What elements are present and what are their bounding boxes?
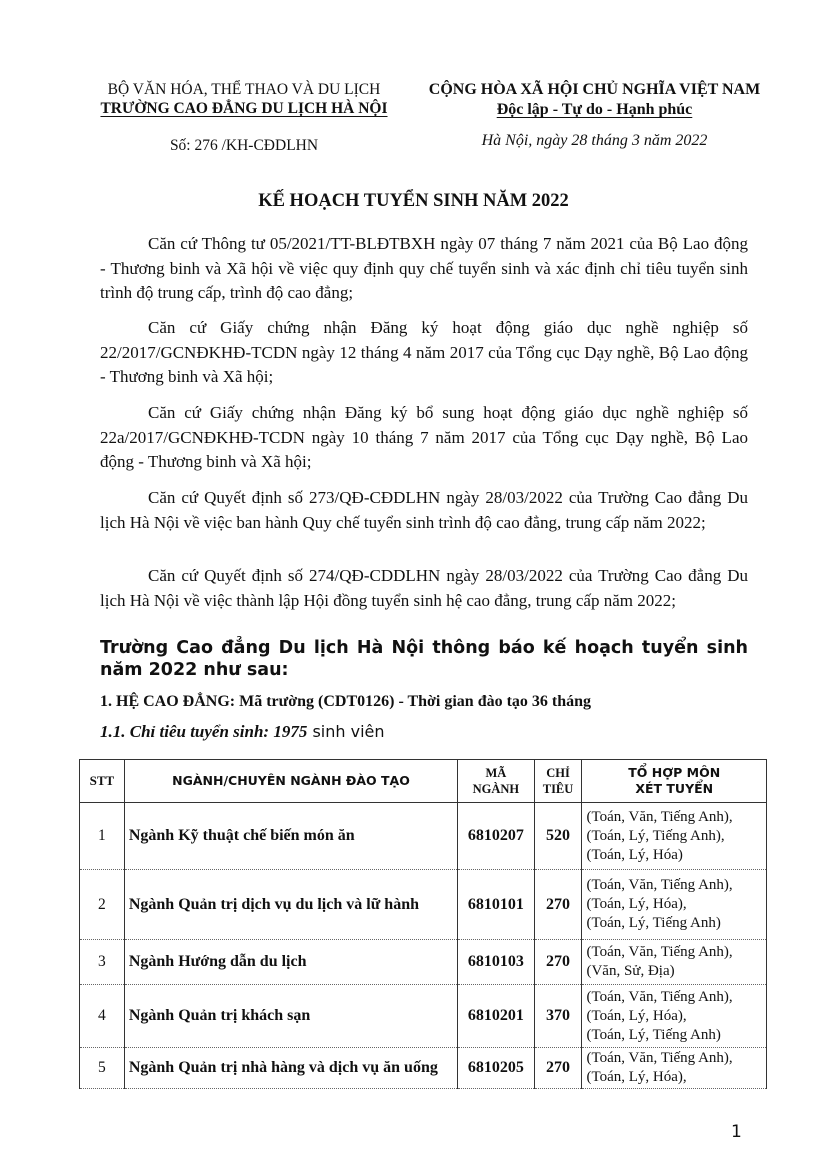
nation-name: CỘNG HÒA XÃ HỘI CHỦ NGHĨA VIỆT NAM	[428, 81, 761, 98]
table-row	[80, 985, 767, 1048]
combo-item: (Toán, Văn, Tiếng Anh),	[586, 808, 733, 825]
combo-item: (Toán, Văn, Tiếng Anh),	[586, 877, 733, 893]
combo-item: (Toán, Lý, Hóa),	[586, 896, 687, 912]
majors-table	[79, 759, 767, 1089]
table-row	[80, 870, 767, 940]
table-row	[80, 803, 767, 870]
row-major-name: Ngành Kỹ thuật chế biến món ăn	[124, 803, 457, 870]
combo-item: (Văn, Sử, Địa)	[586, 963, 675, 979]
paragraph-text: Căn cứ Giấy chứng nhận Đăng ký hoạt động giáo dục nghề nghiệp số 22/2017/GCNĐKHĐ-TCDN ngày 12 tháng 4 năm 2017 của Tổng cục Dạy nghề, Bộ Lao động - Thương binh và Xã hội;	[100, 318, 748, 386]
header-major: NGÀNH/CHUYÊN NGÀNH ĐÀO TẠO	[124, 760, 457, 803]
header-code-line1: MÃ	[485, 766, 507, 780]
combo-item: (Toán, Lý, Tiếng Anh)	[586, 915, 721, 931]
row-major-code: 6810201	[458, 985, 534, 1048]
row-quota: 270	[534, 1048, 582, 1089]
combo-item: (Toán, Văn, Tiếng Anh),	[586, 1050, 733, 1066]
row-major-name: Ngành Quản trị khách sạn	[124, 985, 457, 1048]
row-combos	[582, 985, 767, 1048]
row-combos	[582, 1048, 767, 1089]
row-major-name: Ngành Quản trị nhà hàng và dịch vụ ăn uống	[124, 1048, 457, 1089]
header-quota	[534, 760, 582, 803]
row-combos	[582, 870, 767, 940]
legal-basis-5	[100, 564, 748, 613]
row-combos	[582, 940, 767, 985]
paragraph-text: Căn cứ Quyết định số 273/QĐ-CĐDLHN ngày 28/03/2022 của Trường Cao đẳng Du lịch Hà Nội về việc ban hành Quy chế tuyển sinh trình độ cao đẳng, trung cấp năm 2022;	[100, 488, 748, 532]
quota-unit: sinh viên	[307, 722, 385, 741]
combo-item: (Toán, Lý, Hóa),	[586, 1069, 687, 1085]
row-quota: 270	[534, 940, 582, 985]
row-stt: 1	[80, 803, 125, 870]
row-major-code: 6810101	[458, 870, 534, 940]
school-name: TRƯỜNG CAO ĐẲNG DU LỊCH HÀ NỘI	[100, 100, 388, 117]
row-stt: 3	[80, 940, 125, 985]
legal-basis-1	[100, 232, 748, 306]
legal-basis-2	[100, 316, 748, 390]
header-code	[458, 760, 534, 803]
national-heading	[412, 80, 777, 151]
row-major-name: Ngành Quản trị dịch vụ du lịch và lữ hành	[124, 870, 457, 940]
header-combos-line1: TỔ HỢP MÔN	[628, 765, 721, 780]
quota-label: 1.1. Chỉ tiêu tuyển sinh: 1975	[100, 722, 308, 741]
combo-item: (Toán, Lý, Hóa)	[586, 846, 683, 863]
row-major-code: 6810103	[458, 940, 534, 985]
combo-item: (Toán, Văn, Tiếng Anh),	[586, 944, 733, 960]
header-stt: STT	[80, 760, 125, 803]
header-combos	[582, 760, 767, 803]
row-quota: 370	[534, 985, 582, 1048]
row-major-code: 6810207	[458, 803, 534, 870]
document-date: Hà Nội, ngày 28 tháng 3 năm 2022	[481, 132, 708, 149]
row-combos	[582, 803, 767, 870]
page-number: 1	[731, 1122, 742, 1142]
paragraph-text: Căn cứ Quyết định số 274/QĐ-CDDLHN ngày 28/03/2022 của Trường Cao đẳng Du lịch Hà Nội về việc thành lập Hội đồng tuyển sinh hệ cao đẳng, trung cấp năm 2022;	[100, 566, 748, 610]
combo-item: (Toán, Văn, Tiếng Anh),	[586, 988, 733, 1005]
table-header-row	[80, 760, 767, 803]
paragraph-text: Căn cứ Giấy chứng nhận Đăng ký bổ sung hoạt động giáo dục nghề nghiệp số 22a/2017/GCNĐKHĐ-TCDN ngày 10 tháng 7 năm 2017 của Tổng cục Dạy nghề, Bộ Lao động - Thương binh và Xã hội;	[100, 403, 748, 471]
row-quota: 270	[534, 870, 582, 940]
header-quota-line2: TIÊU	[542, 782, 574, 796]
row-stt: 4	[80, 985, 125, 1048]
table-row	[80, 940, 767, 985]
combo-item: (Toán, Lý, Tiếng Anh),	[586, 827, 725, 844]
section-quota-heading	[100, 722, 385, 742]
paragraph-text: Căn cứ Thông tư 05/2021/TT-BLĐTBXH ngày 07 tháng 7 năm 2021 của Bộ Lao động - Thương binh và Xã hội về việc quy định quy chế tuyển sinh và xác định chỉ tiêu tuyển sinh trình độ trung cấp, trình độ cao đẳng;	[100, 234, 748, 302]
document-title: KẾ HOẠCH TUYỂN SINH NĂM 2022	[258, 191, 569, 211]
announcement-heading: Trường Cao đẳng Du lịch Hà Nội thông báo kế hoạch tuyển sinh năm 2022 như sau:	[100, 638, 748, 680]
combo-item: (Toán, Lý, Hóa),	[586, 1007, 687, 1024]
issuer-block	[80, 80, 408, 155]
header-quota-line1: CHỈ	[546, 766, 570, 780]
row-stt: 2	[80, 870, 125, 940]
national-motto: Độc lập - Tự do - Hạnh phúc	[496, 101, 693, 118]
document-number: Số: 276 /KH-CĐDLHN	[169, 137, 319, 154]
row-major-name: Ngành Hướng dẫn du lịch	[124, 940, 457, 985]
header-code-line2: NGÀNH	[472, 782, 520, 796]
legal-basis-4	[100, 486, 748, 535]
ministry-name: BỘ VĂN HÓA, THỂ THAO VÀ DU LỊCH	[107, 81, 381, 98]
row-major-code: 6810205	[458, 1048, 534, 1089]
combo-item: (Toán, Lý, Tiếng Anh)	[586, 1026, 721, 1043]
section-college-heading: 1. HỆ CAO ĐẲNG: Mã trường (CDT0126) - Thời gian đào tạo 36 tháng	[100, 693, 592, 710]
row-stt: 5	[80, 1048, 125, 1089]
legal-basis-3	[100, 401, 748, 475]
table-row	[80, 1048, 767, 1089]
row-quota: 520	[534, 803, 582, 870]
header-combos-line2: XÉT TUYỂN	[635, 781, 714, 796]
